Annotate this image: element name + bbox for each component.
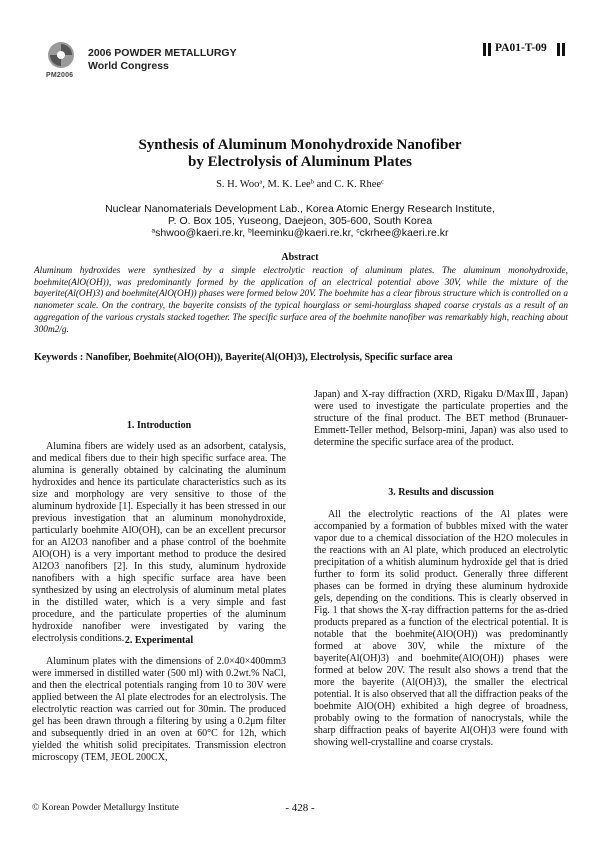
email-b-sup: b [248,227,252,235]
results-text: All the electrolytic reactions of the Al plates were accompanied by a formation of bubbles mixed with the water vapor due to a chemical dissociation of the H2O molecules in the reactions with an Al plate, which produced an electrolytic precipitation of a whitish aluminum hydroxide gel that is dried further to form its solid product. Generally three different phases can be formed in drying these aluminum hydroxide gels, depending on the conditions. This is clearly observed in Fig. 1 that shows the X-ray diffraction patterns for the as-dried products prepared as a function of the electrical potential. It is notable that the boehmite(AlO(OH)) was predominantly formed at above 30V, while the mixture of the bayerite(Al(OH)3) and boehmite(AlO(OH)) phases were formed at below 20V. The result also shows a trend that the more the bayerite (Al(OH)3), the smaller the electrical potential. It is also observed that all the diffraction peaks of the boehmite AlO(OH) exhibited a high degree of broadness, probably owing to the formation of nanocrystals, while the sharp diffraction peaks of bayerite Al(OH)3 were found with showing well-crystalline and coarse crystals. [314,509,568,748]
copyright-notice: © Korean Powder Metallurgy Institute [32,803,179,813]
right-bar-icon [557,43,560,56]
email-a[interactable]: shwoo@kaeri.re.kr [155,227,243,239]
affiliation-line2: P. O. Box 105, Yuseong, Daejeon, 305-600, South Korea [167,215,433,227]
page-number: - 428 - [285,802,315,814]
paper-code-badge [483,42,568,56]
results-heading: 3. Results and discussion [388,487,494,498]
abstract-heading: Abstract [281,252,319,263]
author-list [0,179,600,190]
affiliation-line1: Nuclear Nanomaterials Development Lab., Korea Atomic Energy Research Institute, [105,203,495,215]
experimental-text-cont: Japan) and X-ray diffraction (XRD, Rigaku D/MaxⅢ, Japan) were used to investigate the particulate properties and the structure of the final product. The BET method (Brunauer-Emmett-Teller method, Belsorp-mini, Japan) was also used to determine the specific surface area of the product. [314,389,568,448]
congress-title: 2006 POWDER METALLURGY [88,47,237,59]
right-bar-icon [562,43,565,56]
congress-subtitle: World Congress [88,60,169,72]
author-3: and C. K. Rhee [313,179,382,190]
logo-label: PM2006 [46,72,74,79]
left-bar-icon [488,43,491,56]
introduction-heading: 1. Introduction [126,420,192,431]
author-2: , M. K. Lee [262,179,311,190]
author-1: S. H. Woo [216,179,260,190]
author-3-sup: c [381,178,384,186]
email-b[interactable]: leeminku@kaeri.re.kr [251,227,351,239]
email-c[interactable]: ckrhee@kaeri.re.kr [359,227,449,239]
author-2-sup: b [310,178,314,186]
keywords: Keywords : Nanofiber, Boehmite(AlO(OH)), Bayerite(Al(OH)3), Electrolysis, Specific surface area [34,352,453,363]
left-bar-icon [483,43,486,56]
author-1-sup: a [259,178,263,186]
email-c-sup: c [356,227,360,235]
paper-title-line2: by Electrolysis of Aluminum Plates [188,154,412,170]
paper-title-line1: Synthesis of Aluminum Monohydroxide Nanofiber [138,137,462,153]
email-line: $^a$shwoo@kaeri.re.kr, $^b$leeminku@kaeri.re.kr, $^c$ckrhee@kaeri.re.kr [151,227,449,239]
experimental-heading: 2. Experimental [124,635,194,646]
experimental-text: Aluminum plates with the dimensions of 2.0×40×400mm3 were immersed in distilled water (500 ml) with 0.2wt.% NaCl, and then the electrical potentials ranging from 10 to 30V were applied between the Al plate electrodes for an electrolysis. The electrolytic reaction was carried out for 30min. The produced gel has been drawn through a filtering by using a 0.2μm filter and subsequently dried in an oven at 60°C for 12h, which yielded the whitish solid precipitates. Transmission electron microscopy (TEM, JEOL 200CX, [32,656,286,763]
introduction-text: Alumina fibers are widely used as an adsorbent, catalysis, and medical fibers due to their high specific surface area. The alumina is generally obtained by calcinating the aluminum hydroxides and hence its particulate characteristics such as its size and morphology are very sensitive to those of the aluminum hydroxide [1]. Especially it has been stressed in our previous investigation that an aluminum monohydroxide, particularly boehmite AlO(OH), can be an excellent precursor for an Al2O3 nanofiber and a phase control of the boehmite AlO(OH) is a very important method to produce the desired Al2O3 nanofibers [2]. In this study, aluminum hydroxide nanofibers with a high specific surface area have been synthesized by using an electrolysis of aluminum metal plates in the distilled water, which is a very simple and fast procedure, and the particulate properties of the aluminum hydroxide nanofiber were investigated by varing the electrolysis conditions. [32,441,286,644]
email-a-sup: a [151,227,156,235]
abstract-text: Aluminum hydroxides were synthesized by a simple electrolytic reaction of aluminum plates. The aluminum monohydroxide, boehmite(AlO(OH)), was predominantly formed by the application of an electrical potential above 30V, while the mixture of the bayerite(Al(OH)3) and boehmite(AlO(OH)) phases were formed below 20V. The boehmite has a clear fibrous structure which is controlled on a nanometer scale. On the contrary, the bayerite consists of the typical hourglass or semi-hourglass shaped coarse crystals as a result of an aggregation of the various crystals stacked together. The specific surface area of the boehmite nanofiber was remarkably high, reaching about 300m2/g. [34,266,568,335]
paper-code: PA01-T-09 [495,42,547,54]
